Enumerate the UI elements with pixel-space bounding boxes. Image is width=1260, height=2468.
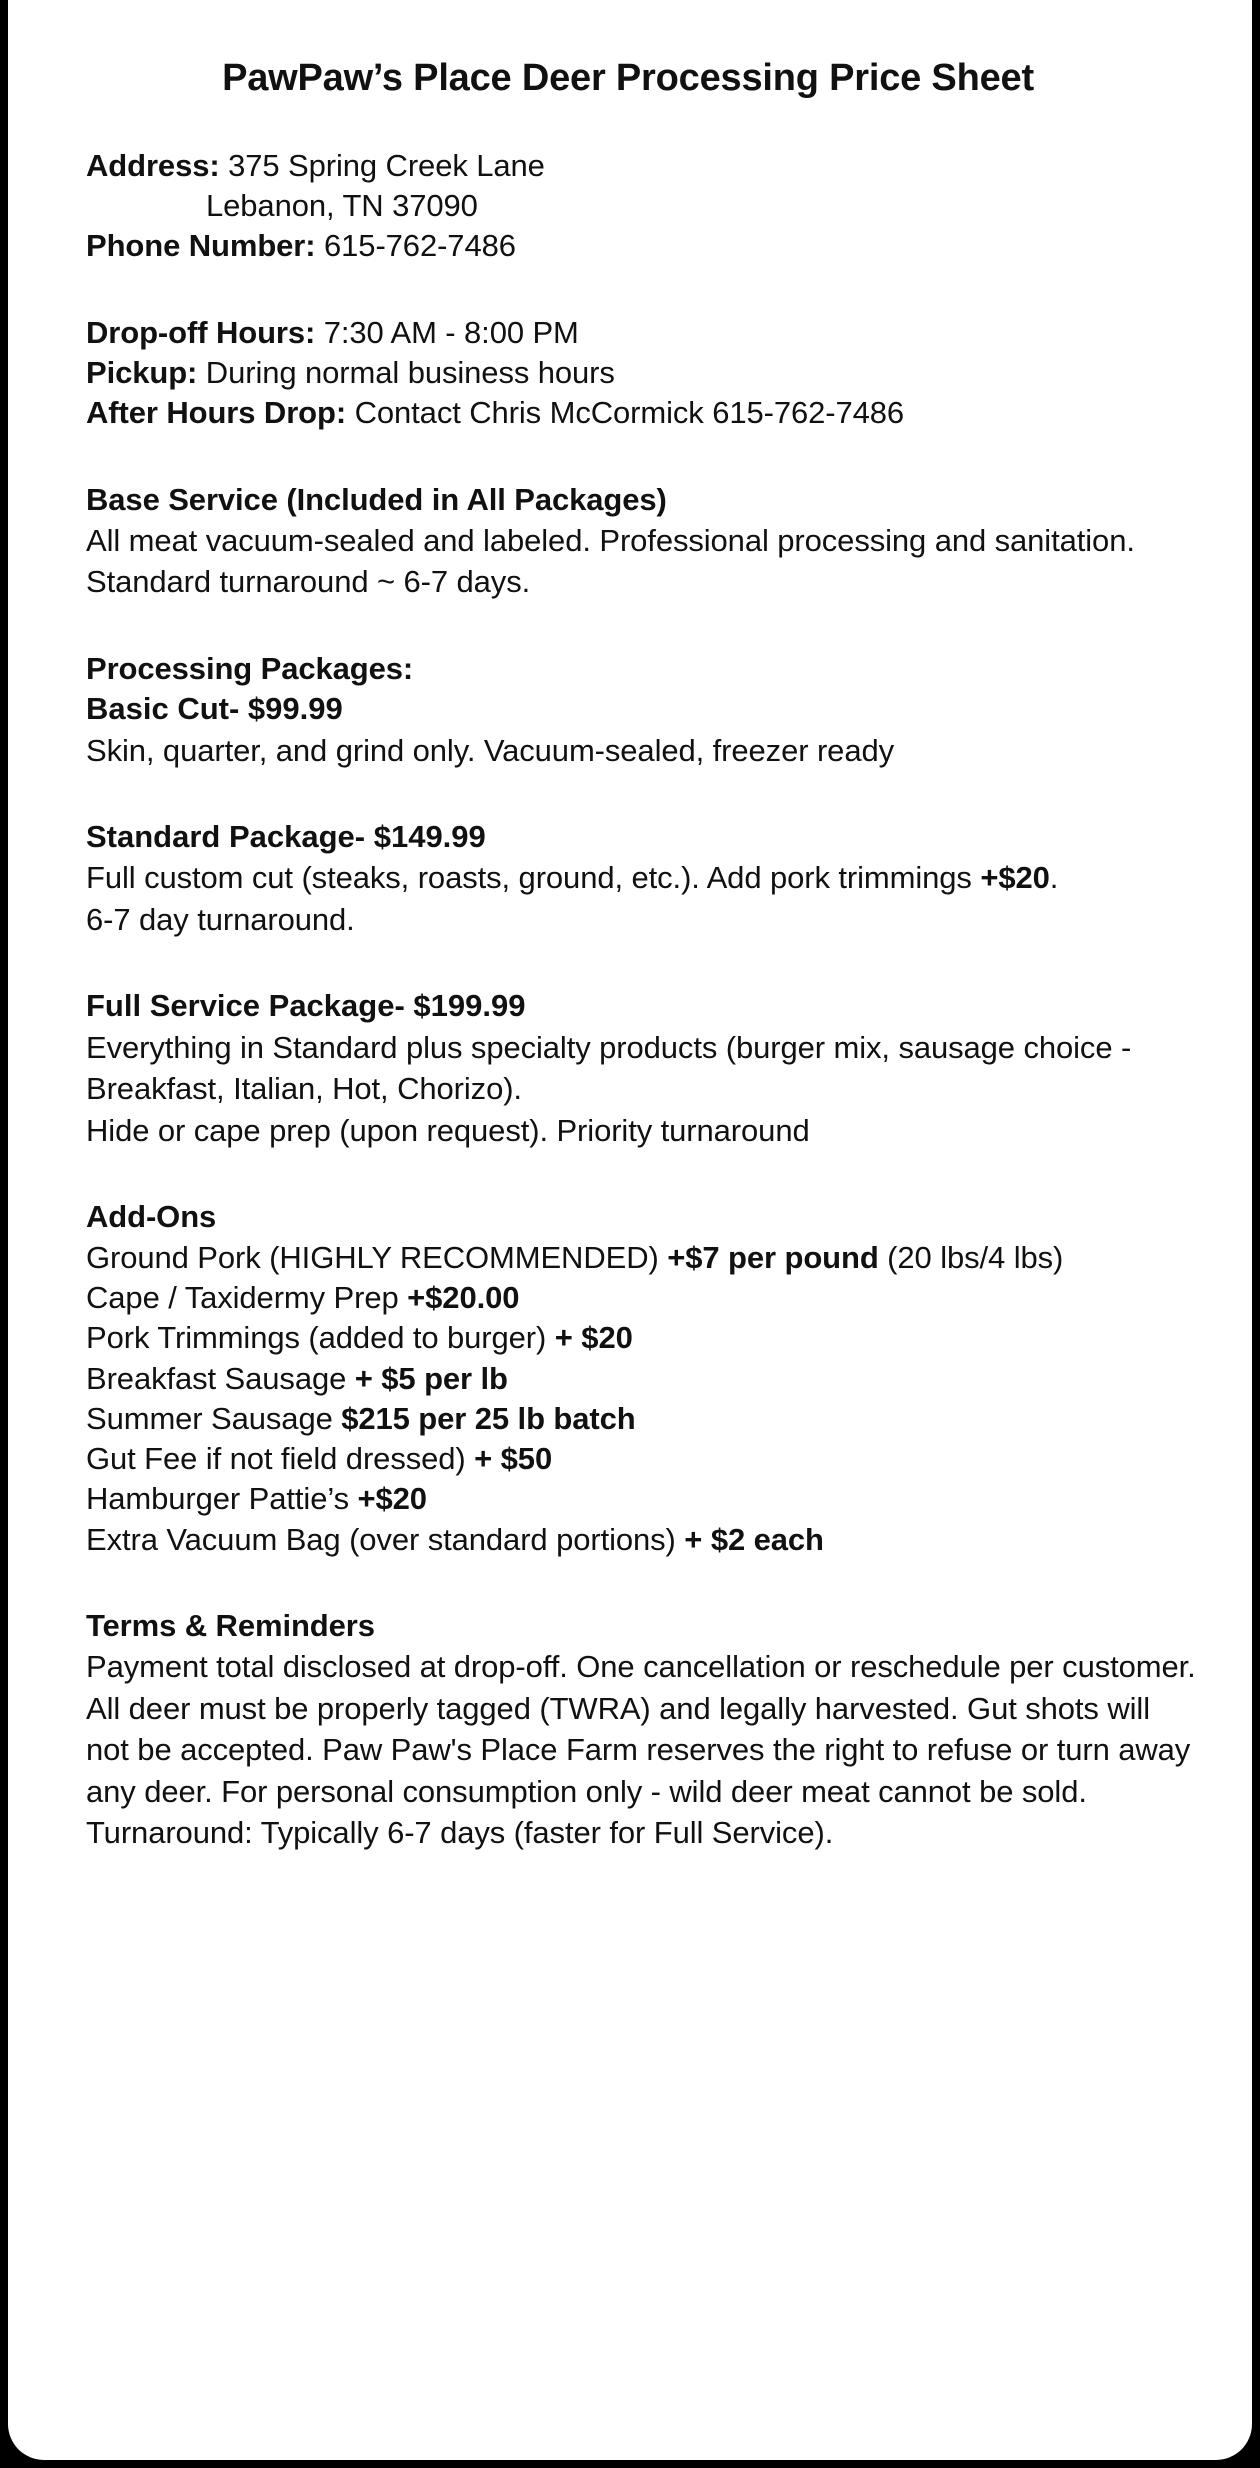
addon-cape-taxidermy-price: +$20.00	[407, 1279, 520, 1315]
package-name-full-service: Full Service Package- $199.99	[86, 988, 526, 1024]
addon-breakfast-sausage	[86, 1359, 1200, 1399]
addon-summer-sausage-price: $215 per 25 lb batch	[341, 1400, 636, 1436]
terms-body: Payment total disclosed at drop-off. One cancellation or reschedule per customer. All deer must be properly tagged (TWRA) and legally harvested. Gut shots will not be accepted. Paw Paw's Place Farm reserves the right to refuse or turn away any deer. For personal consumption only - wild deer meat cannot be sold. Turnaround: Typically 6-7 days (faster for Full Service).	[86, 1649, 1196, 1851]
after-hours-line	[86, 393, 1200, 433]
page-title: PawPaw’s Place Deer Processing Price Sheet	[222, 57, 1034, 99]
address-label: Address:	[86, 147, 220, 183]
package-turnaround-standard: 6-7 day turnaround.	[86, 901, 355, 937]
base-service-heading: Base Service (Included in All Packages)	[86, 481, 667, 517]
addon-ground-pork	[86, 1238, 1200, 1278]
addon-breakfast-sausage-price: + $5 per lb	[354, 1360, 508, 1396]
phone-value: 615-762-7486	[324, 228, 516, 264]
dropoff-hours-label: Drop-off Hours:	[86, 314, 316, 350]
package-desc-standard	[86, 857, 1200, 899]
contact-block	[86, 146, 1200, 267]
addon-gut-fee	[86, 1439, 1200, 1479]
package-standard-pork-price: +$20	[980, 860, 1050, 896]
package-desc-basic-cut: Skin, quarter, and grind only. Vacuum-sealed, freezer ready	[86, 732, 895, 768]
addon-summer-sausage-label: Summer Sausage	[86, 1400, 342, 1436]
after-hours-label: After Hours Drop:	[86, 395, 347, 431]
addon-pork-trimmings	[86, 1318, 1200, 1358]
package-desc-standard-tail: .	[1049, 860, 1059, 896]
addon-gut-fee-price: + $50	[474, 1441, 553, 1477]
pickup-value: During normal business hours	[205, 354, 615, 390]
address-value-line2: Lebanon, TN 37090	[206, 188, 478, 224]
pickup-label: Pickup:	[86, 354, 198, 390]
addon-hamburger-patties-price: +$20	[357, 1481, 427, 1517]
base-service-body: All meat vacuum-sealed and labeled. Professional processing and sanitation. Standard turnaround ~ 6-7 days.	[86, 522, 1135, 600]
addon-hamburger-patties-label: Hamburger Pattie’s	[86, 1481, 358, 1517]
addon-cape-taxidermy-label: Cape / Taxidermy Prep	[86, 1279, 408, 1315]
processing-packages-block	[86, 649, 1200, 771]
addon-gut-fee-label: Gut Fee if not field dressed)	[86, 1441, 475, 1477]
package-full-service-block	[86, 986, 1200, 1151]
terms-heading: Terms & Reminders	[86, 1607, 375, 1643]
addon-cape-taxidermy	[86, 1278, 1200, 1318]
package-standard-block	[86, 817, 1200, 940]
package-desc-full-service-1: Everything in Standard plus specialty products (burger mix, sausage choice - Breakfast, Italian, Hot, Chorizo).	[86, 1029, 1132, 1107]
addon-summer-sausage	[86, 1399, 1200, 1439]
terms-block	[86, 1606, 1200, 1854]
dropoff-hours-line	[86, 313, 1200, 353]
phone-label: Phone Number:	[86, 228, 316, 264]
package-name-standard: Standard Package- $149.99	[86, 819, 486, 855]
addons-block	[86, 1197, 1200, 1560]
addon-pork-trimmings-label: Pork Trimmings (added to burger)	[86, 1320, 555, 1356]
address-line	[86, 146, 1200, 186]
dropoff-hours-value: 7:30 AM - 8:00 PM	[323, 314, 579, 350]
addon-extra-vacuum-bag	[86, 1520, 1200, 1560]
addon-ground-pork-price: +$7 per pound	[667, 1239, 879, 1275]
addon-extra-vacuum-bag-label: Extra Vacuum Bag (over standard portions)	[86, 1521, 685, 1557]
addon-pork-trimmings-price: + $20	[554, 1320, 633, 1356]
addon-ground-pork-label: Ground Pork (HIGHLY RECOMMENDED)	[86, 1239, 668, 1275]
package-desc-full-service-2: Hide or cape prep (upon request). Priority turnaround	[86, 1112, 810, 1148]
hours-block	[86, 313, 1200, 434]
base-service-block	[86, 480, 1200, 603]
addon-breakfast-sausage-label: Breakfast Sausage	[86, 1360, 355, 1396]
pickup-line	[86, 353, 1200, 393]
phone-line	[86, 226, 1200, 266]
package-desc-standard-text: Full custom cut (steaks, roasts, ground, etc.). Add pork trimmings	[86, 860, 981, 896]
document-body	[8, 0, 1252, 1854]
addon-extra-vacuum-bag-price: + $2 each	[684, 1521, 824, 1557]
addon-hamburger-patties	[86, 1479, 1200, 1519]
addons-heading: Add-Ons	[86, 1199, 217, 1235]
addon-ground-pork-note: (20 lbs/4 lbs)	[878, 1239, 1064, 1275]
after-hours-value: Contact Chris McCormick 615-762-7486	[354, 395, 905, 431]
price-sheet-document	[8, 0, 1252, 2460]
package-name-basic-cut: Basic Cut- $99.99	[86, 691, 343, 727]
processing-packages-heading: Processing Packages:	[86, 650, 414, 686]
address-value-line1: 375 Spring Creek Lane	[228, 147, 545, 183]
